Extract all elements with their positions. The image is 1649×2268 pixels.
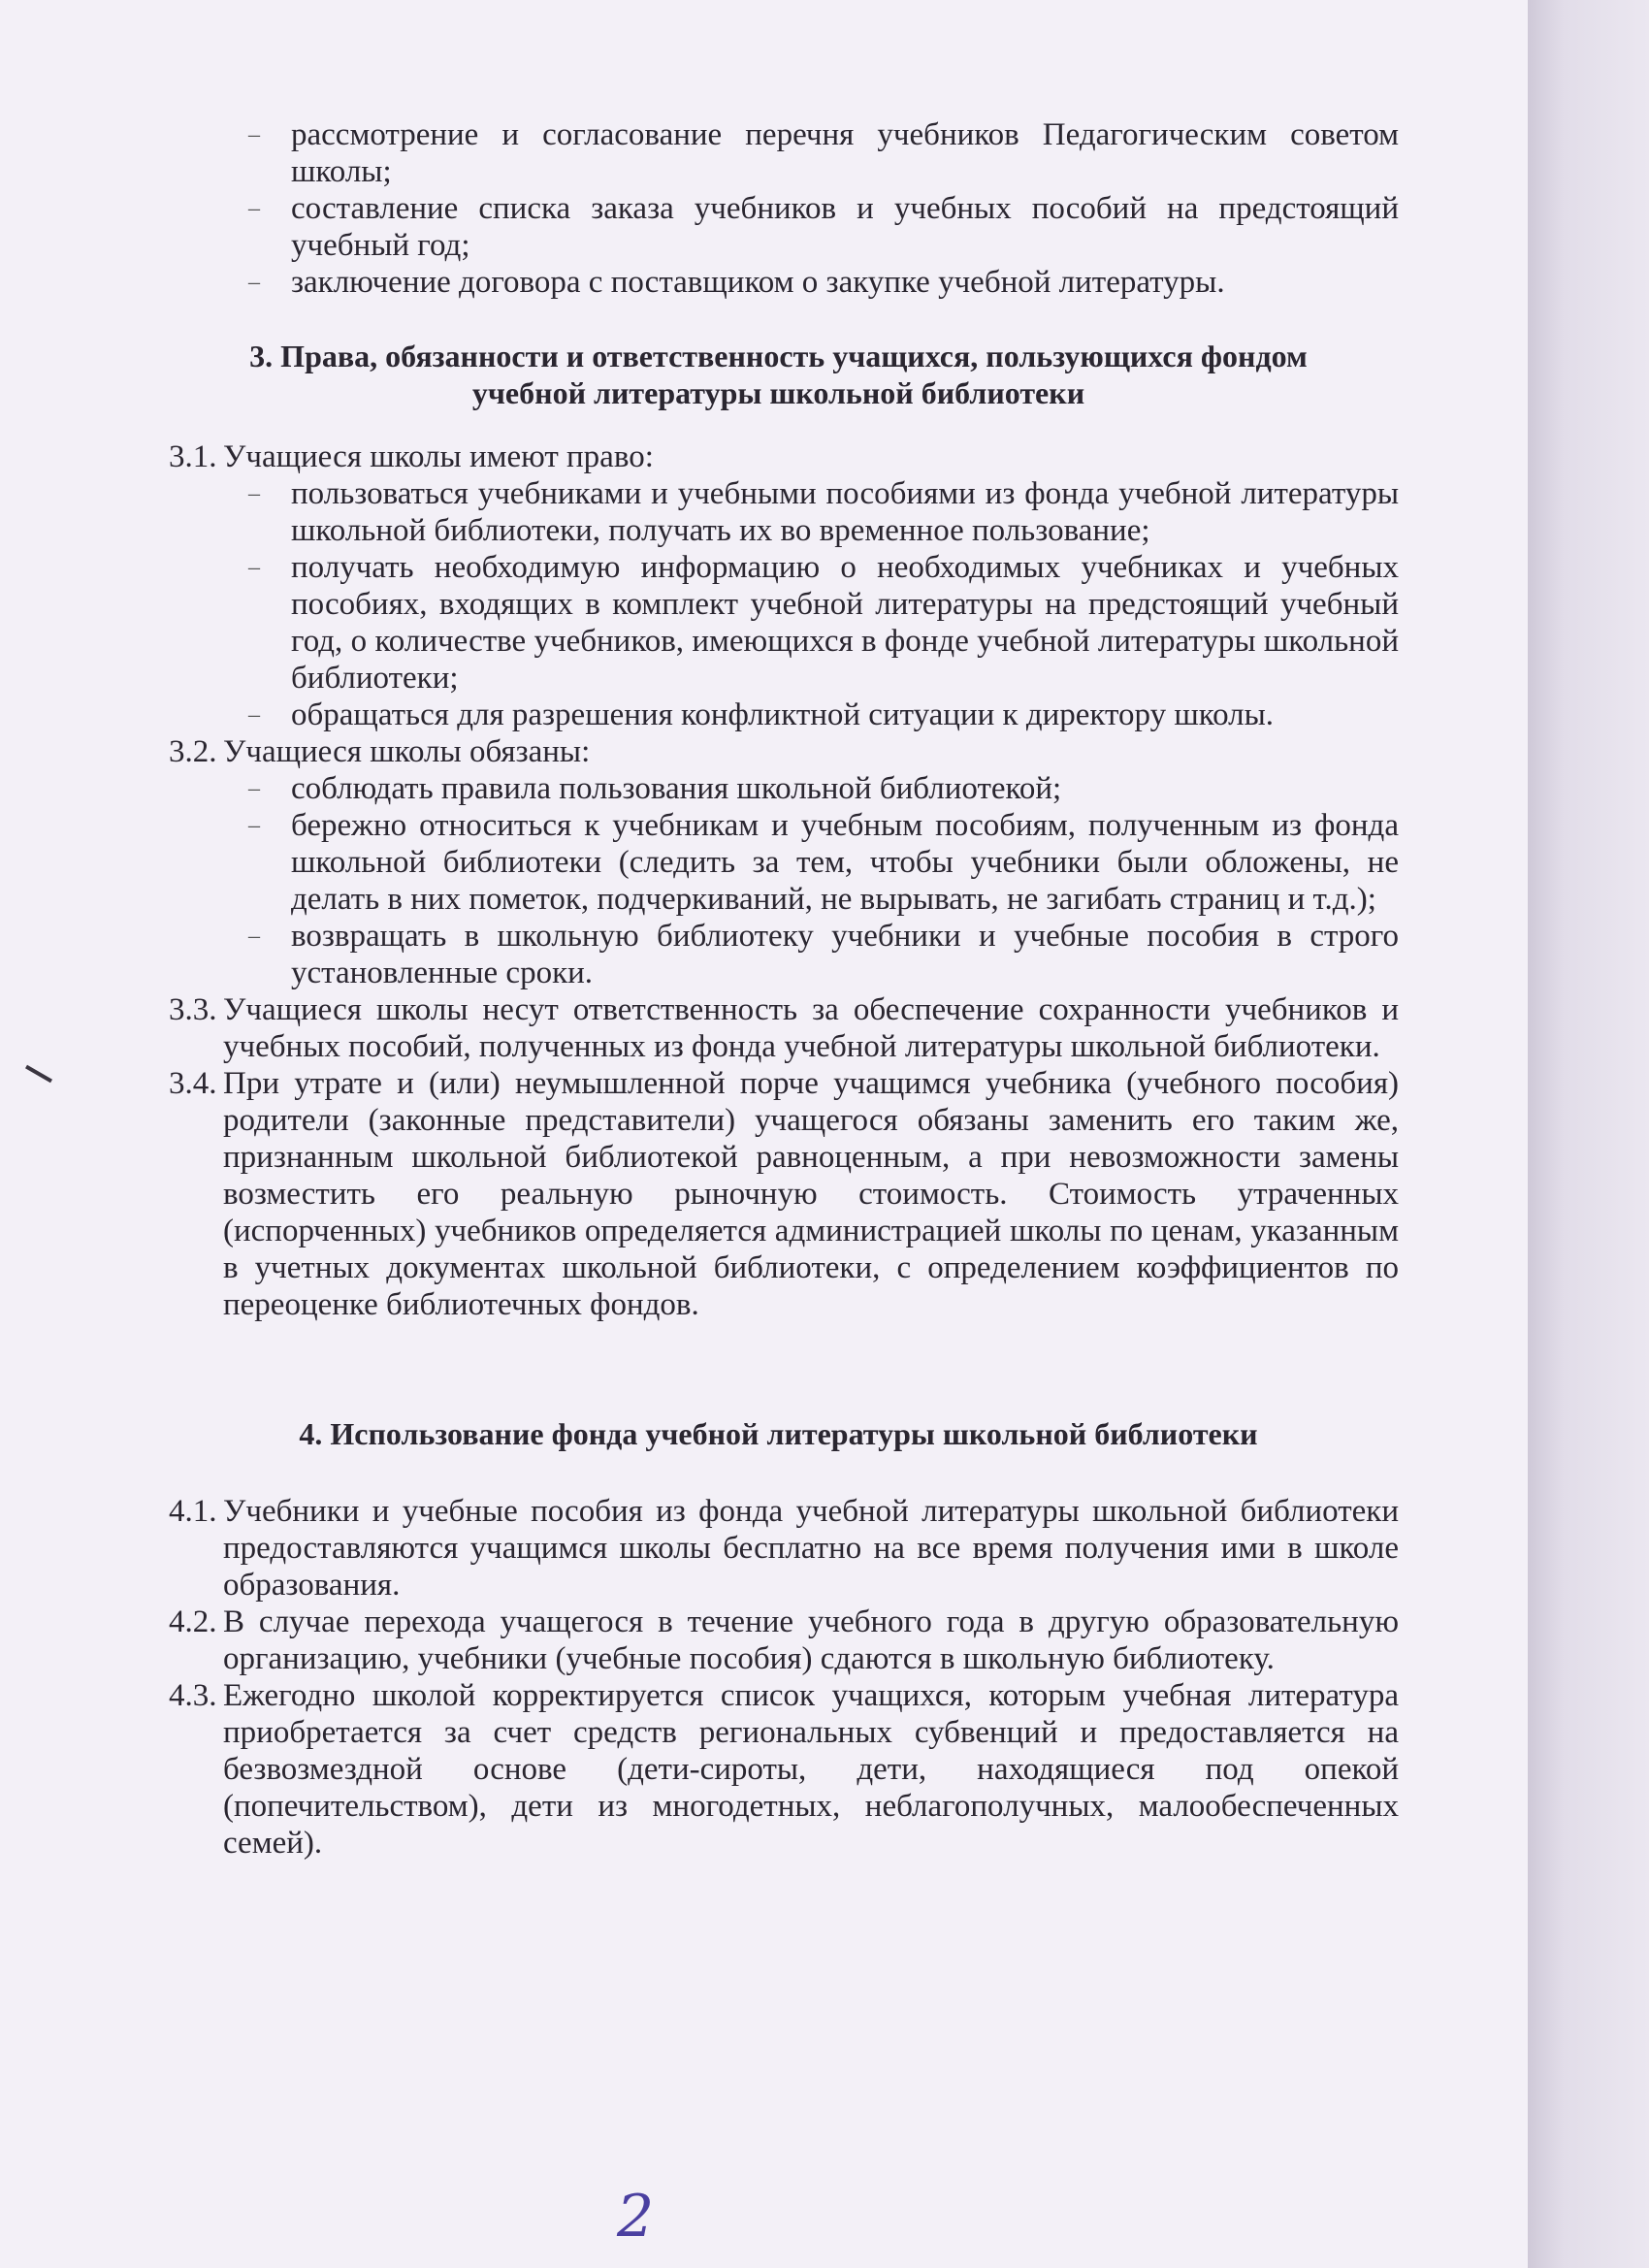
paragraph-number: 3.3. (169, 992, 217, 1027)
paragraph-number: 4.2. (169, 1604, 217, 1639)
dash-bullet-icon: – (248, 702, 260, 728)
paragraph-3-3: 3.3. Учащиеся школы несут ответственность за обеспечение сохранности учебников и учебных пособий, полученных из фонда учебной литературы школьной библиотеки. (169, 992, 1399, 1064)
paragraph-3-4: 3.4. При утрате и (или) неумышленной порче учащимся учебника (учебного пособия) родители (законные представители) учащегося обязаны заменить его таким же, признанным школьной библиотекой равноценным, а при невозможности замены возместить его реальную рыночную стоимость. Стоимость утраченных (испорченных) учебников определяется администрацией школы по ценам, указанным в учетных документах школьной библиотеки, с определением коэффициентов по переоценке библиотечных фондов. (169, 1066, 1399, 1322)
dash-bullet-icon: – (248, 196, 260, 221)
dash-bullet-icon: – (248, 270, 260, 295)
dash-bullet-icon: – (248, 481, 260, 506)
paragraph-number: 4.3. (169, 1678, 217, 1713)
dash-bullet-icon: – (248, 923, 260, 949)
list-item: – получать необходимую информацию о необходимых учебниках и учебных пособиях, входящих в комплект учебной литературы на предстоящий учебный год, о количестве учебников, имеющихся в фонде учебной литературы школьной библиотеки; (248, 550, 1399, 696)
paragraph-number: 3.2. (169, 734, 217, 769)
list-item: – возвращать в школьную библиотеку учебники и учебные пособия в строго установленные сроки. (248, 919, 1399, 990)
paragraph-3-1: 3.1. Учащиеся школы имеют право: (169, 439, 654, 474)
dash-bullet-icon: – (248, 555, 260, 580)
list-item: – составление списка заказа учебников и учебных пособий на предстоящий учебный год; (248, 191, 1399, 263)
section2-bullet-list (0, 116, 1528, 301)
list-item: – заключение договора с поставщиком о закупке учебной литературы. (248, 265, 1225, 300)
section4-heading: 4. Использование фонда учебной литературы школьной библиотеки (299, 1416, 1258, 1451)
dash-bullet-icon: – (248, 776, 260, 801)
dash-bullet-icon: – (248, 122, 260, 147)
paragraph-4-1: 4.1. Учебники и учебные пособия из фонда учебной литературы школьной библиотеки предоставляются учащимся школы бесплатно на все время получения ими в школе образования. (169, 1494, 1399, 1603)
paragraph-number: 3.1. (169, 439, 217, 474)
list-item: – рассмотрение и согласование перечня учебников Педагогическим советом школы; (248, 117, 1399, 189)
list-item: – обращаться для разрешения конфликтной ситуации к директору школы. (248, 697, 1275, 732)
paragraph-number: 4.1. (169, 1494, 217, 1529)
dash-bullet-icon: – (248, 813, 260, 838)
section3-1-bullet-list (0, 475, 1528, 733)
paragraph-4-3: 4.3. Ежегодно школой корректируется список учащихся, которым учебная литература приобретается за счет средств региональных субвенций и предоставляется на безвозмездной основе (дети-сироты, дети, находящиеся под опекой (попечительством), дети из многодетных, неблагополучных, малообеспеченных семей). (169, 1678, 1399, 1861)
paragraph-4-2: 4.2. В случае перехода учащегося в течение учебного года в другую образовательную организацию, учебники (учебные пособия) сдаются в школьную библиотеку. (169, 1604, 1399, 1676)
section3-2-bullet-list (0, 770, 1528, 991)
list-item: – пользоваться учебниками и учебными пособиями из фонда учебной литературы школьной библиотеки, получать их во временное пользование; (248, 476, 1399, 548)
list-item: – соблюдать правила пользования школьной библиотекой; (248, 771, 1062, 806)
paragraph-number: 3.4. (169, 1066, 217, 1101)
scan-page-edge (1528, 0, 1649, 2268)
section3-heading: 3. Права, обязанности и ответственность учащихся, пользующихся фондом учебной литературы школьной библиотеки (249, 339, 1308, 410)
page-number: 2 (617, 2183, 655, 2251)
document-content (0, 116, 1528, 1862)
paragraph-3-2: 3.2. Учащиеся школы обязаны: (169, 734, 591, 769)
list-item: – бережно относиться к учебникам и учебным пособиям, полученным из фонда школьной библиотеки (следить за тем, чтобы учебники были обложены, не делать в них пометок, подчеркиваний, не вырывать, не загибать страниц и т.д.); (248, 808, 1399, 917)
